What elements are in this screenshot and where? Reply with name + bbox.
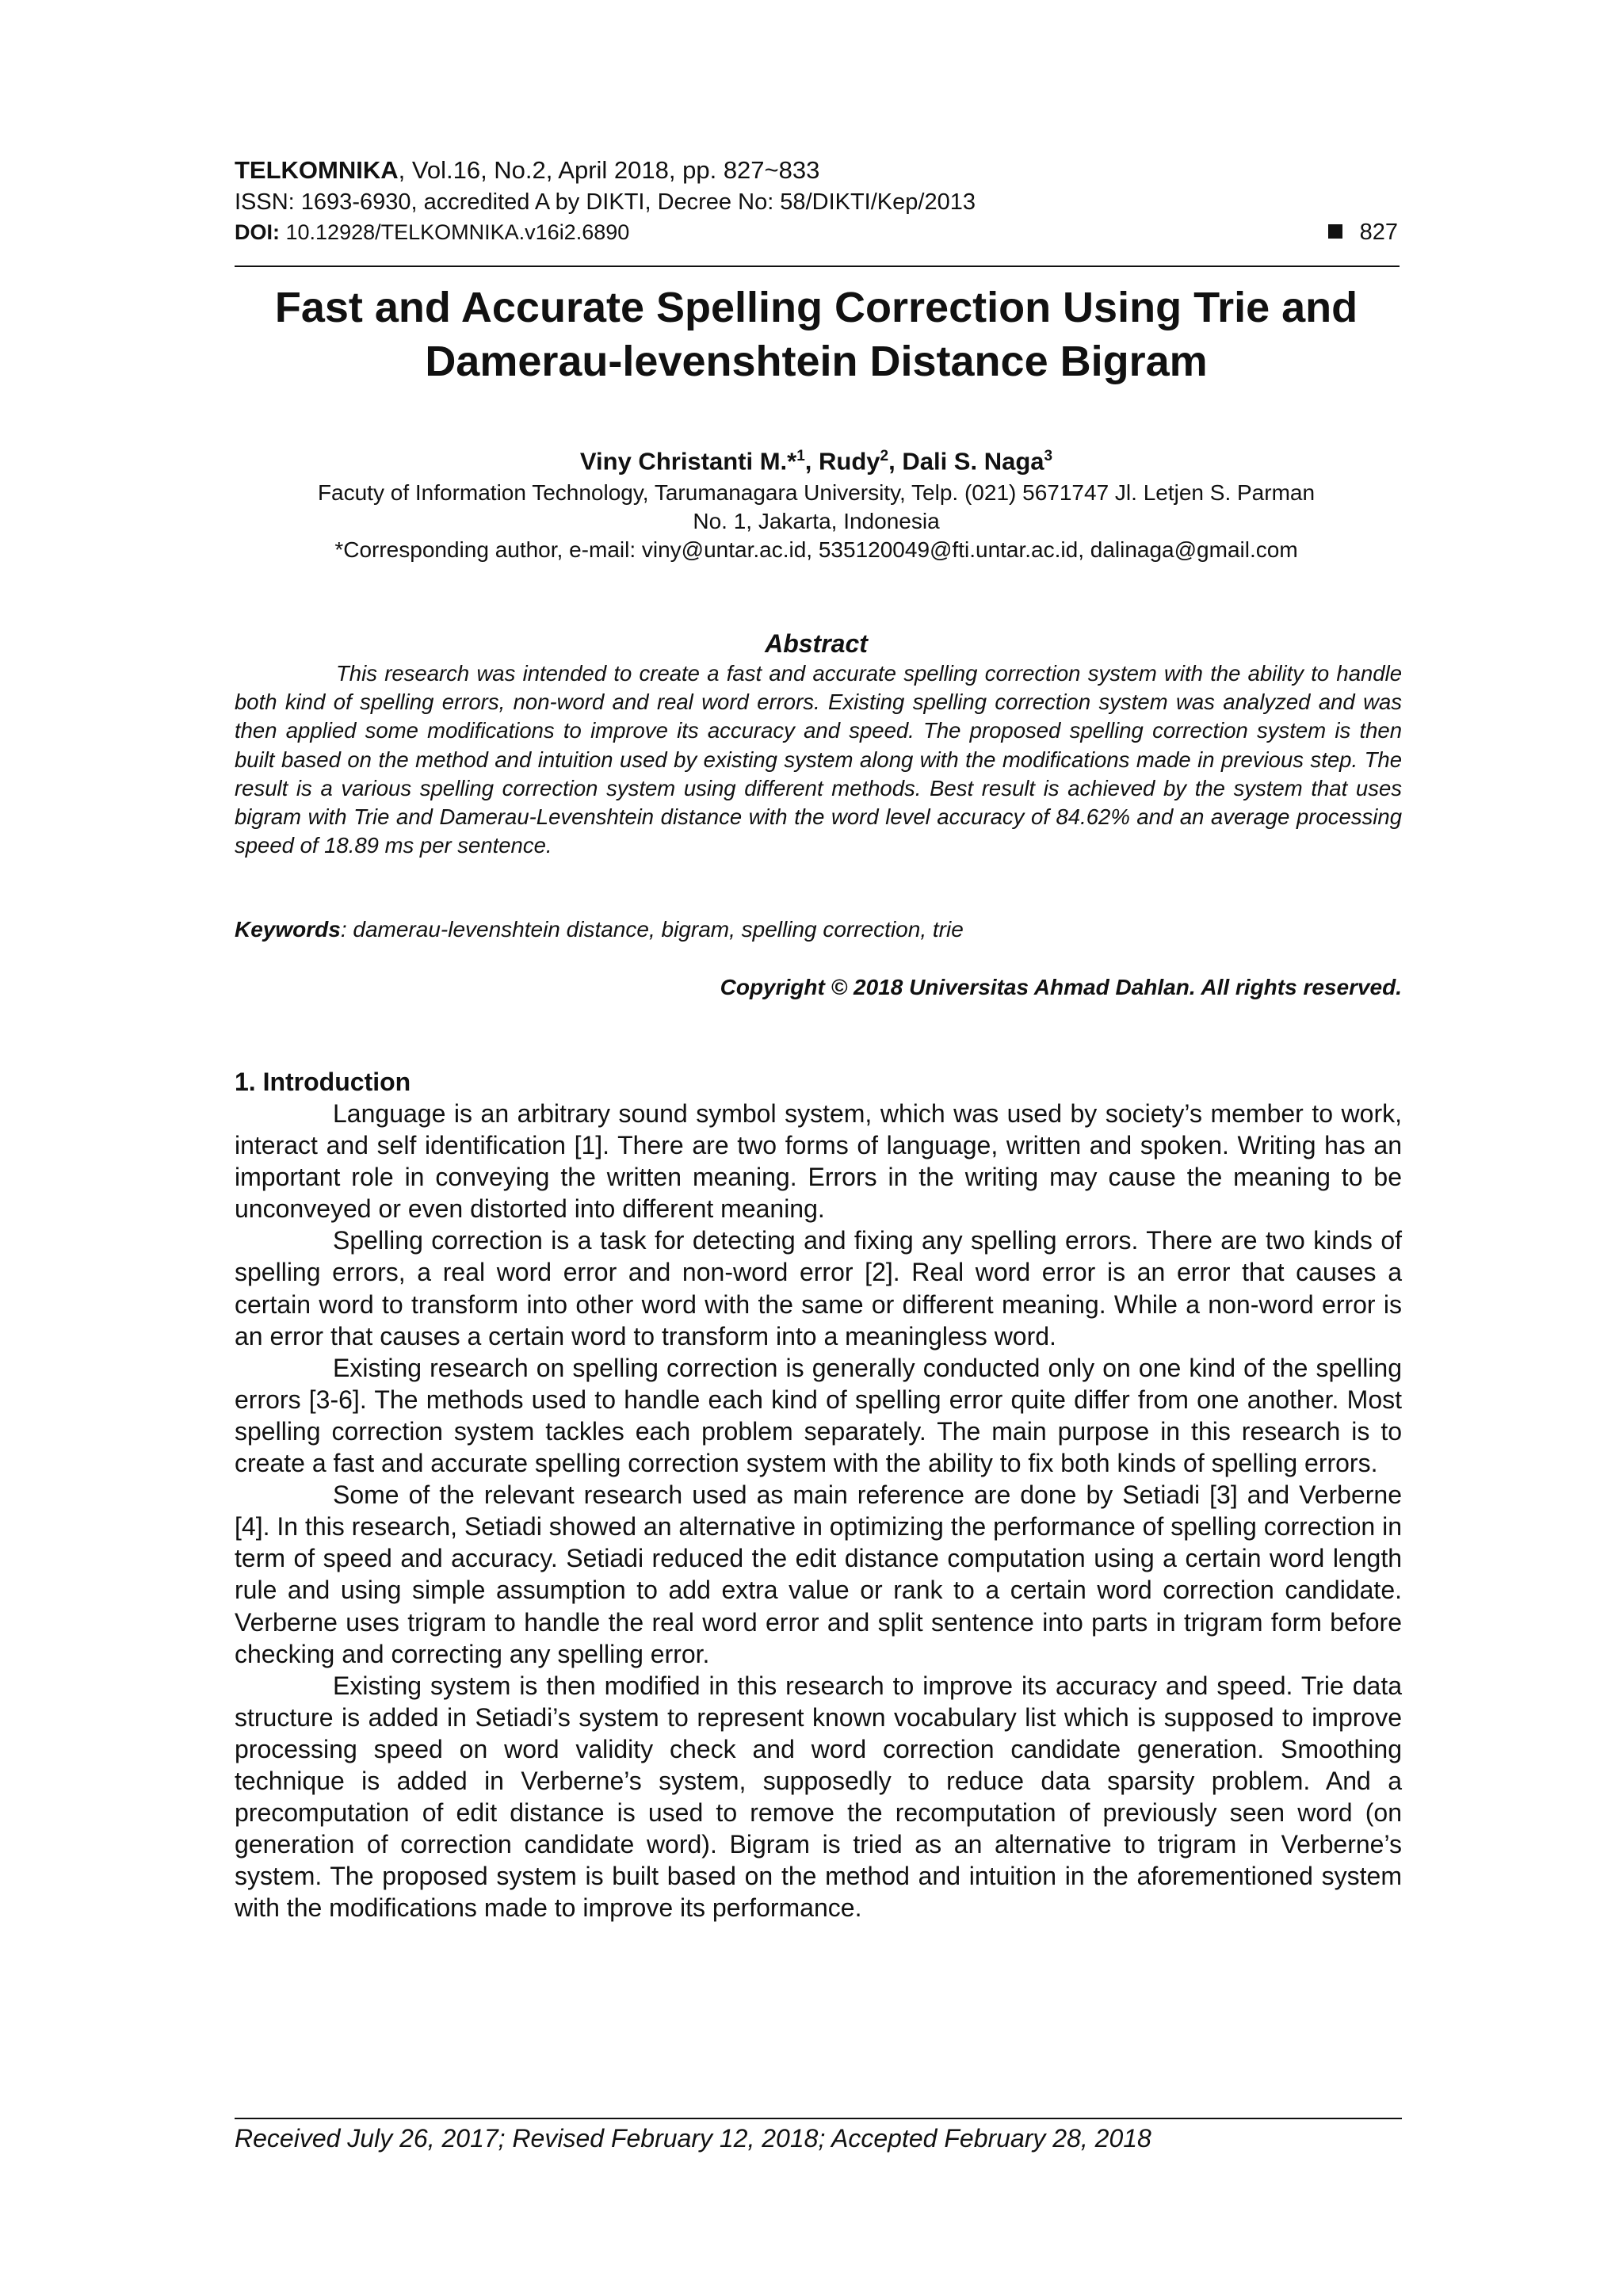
page-number-text: 827 xyxy=(1359,220,1398,245)
abstract-text: This research was intended to create a fast and accurate spelling correction system with the ability to handle both kind of spelling errors, non-word and real word errors. Existing spelling correction system was analyzed and was then applied some modifications to improve its accuracy and speed. The proposed spelling correction system is then built based on the method and intuition used by existing system along with the modifications made in previous step. The result is a various spelling correction system using different methods. Best result is achieved by the system that uses bigram with Trie and Damerau-Levenshtein distance with the word level accuracy of 84.62% and an average processing speed of 18.89 ms per sentence. xyxy=(235,661,1402,858)
author-3: , Dali S. Naga xyxy=(888,447,1044,476)
paragraph: Spelling correction is a task for detecting and fixing any spelling errors. There are two kinds of spelling errors, a real word error and non-word error [2]. Real word error is an error that causes a certain word to transform into other word with the same or different meaning. While a non-word error is an error that causes a certain word to transform into a meaningless word. xyxy=(235,1226,1402,1350)
doi-label: DOI: xyxy=(235,220,280,244)
square-bullet-icon xyxy=(1328,224,1342,239)
affiliation-line-1: Facuty of Information Technology, Tarumanagara University, Telp. (021) 5671747 Jl. Letjen S. Parman xyxy=(317,480,1316,505)
corresponding-author: *Corresponding author, e-mail: viny@untar.ac.id, 535120049@fti.untar.ac.id, dalinaga@gmail.com xyxy=(334,537,1298,562)
footer-divider xyxy=(235,2118,1402,2119)
keywords-text: : damerau-levenshtein distance, bigram, spelling correction, trie xyxy=(340,917,964,942)
section-heading: 1. Introduction xyxy=(235,1068,411,1096)
received-dates: Received July 26, 2017; Revised February 12, 2018; Accepted February 28, 2018 xyxy=(235,2124,1151,2153)
journal-header-line xyxy=(235,155,1400,185)
journal-name: TELKOMNIKA xyxy=(235,156,399,184)
copyright-notice: Copyright © 2018 Universitas Ahmad Dahlan. All rights reserved. xyxy=(720,975,1402,999)
affiliation-line-2: No. 1, Jakarta, Indonesia xyxy=(693,509,940,533)
issn-line xyxy=(235,189,1400,216)
keywords-label: Keywords xyxy=(235,917,341,942)
keywords xyxy=(235,915,1402,944)
issn-number: ISSN: 1693-6930, xyxy=(235,189,424,215)
author-1: Viny Christanti M.* xyxy=(579,447,797,476)
abstract-heading: Abstract xyxy=(765,629,868,658)
accreditation-info: accredited A by DIKTI, Decree No: 58/DIKTI/Kep/2013 xyxy=(423,189,976,215)
author-2-affil: 2 xyxy=(880,448,889,464)
title-line-1: Fast and Accurate Spelling Correction Using Trie and xyxy=(274,284,1358,331)
paragraph: Language is an arbitrary sound symbol system, which was used by society’s member to work, interact and self identification [1]. There are two forms of language, written and spoken. Writing has an important role in conveying the written meaning. Errors in the writing may cause the meaning to be unconveyed or even distorted into different meaning. xyxy=(235,1099,1402,1224)
paragraph: Existing system is then modified in this research to improve its accuracy and speed. Trie data structure is added in Setiadi’s system to represent known vocabulary list which is supposed to improve processing speed on word validity check and word correction candidate generation. Smoothing technique is added in Verberne’s system, supposedly to reduce data sparsity problem. And a precomputation of edit distance is used to remove the recomputation of previously seen word (on generation of correction candidate word). Bigram is tried as an alternative to trigram in Verberne’s system. The proposed system is built based on the method and intuition in the aforementioned system with the modifications made to improve its performance. xyxy=(235,1671,1402,1923)
page-number xyxy=(1328,219,1398,246)
title-line-2: Damerau-levenshtein Distance Bigram xyxy=(425,338,1208,385)
paper-title xyxy=(222,281,1411,388)
doi-line xyxy=(235,219,1400,246)
volume-info: , Vol.16, No.2, April 2018, pp. 827~833 xyxy=(398,156,820,184)
author-1-affil: 1 xyxy=(796,448,805,464)
author-3-affil: 3 xyxy=(1044,448,1053,464)
header-divider xyxy=(235,266,1400,267)
author-list xyxy=(222,441,1411,477)
author-2: , Rudy xyxy=(804,447,880,476)
paragraph: Existing research on spelling correction is generally conducted only on one kind of the spelling errors [3-6]. The methods used to handle each kind of spelling error quite differ from one another. Most spelling correction system tackles each problem separately. The main purpose in this research is to create a fast and accurate spelling correction system with the ability to fix both kinds of spelling errors. xyxy=(235,1353,1402,1478)
doi-value: 10.12928/TELKOMNIKA.v16i2.6890 xyxy=(280,220,630,244)
paragraph: Some of the relevant research used as main reference are done by Setiadi [3] and Verberne [4]. In this research, Setiadi showed an alternative in optimizing the performance of spelling correction in term of speed and accuracy. Setiadi reduced the edit distance computation using a certain word length rule and using simple assumption to add extra value or rank to a certain word correction candidate. Verberne uses trigram to handle the real word error and split sentence into parts in trigram form before checking and correcting any spelling error. xyxy=(235,1480,1402,1668)
section-body xyxy=(235,1098,1402,1924)
